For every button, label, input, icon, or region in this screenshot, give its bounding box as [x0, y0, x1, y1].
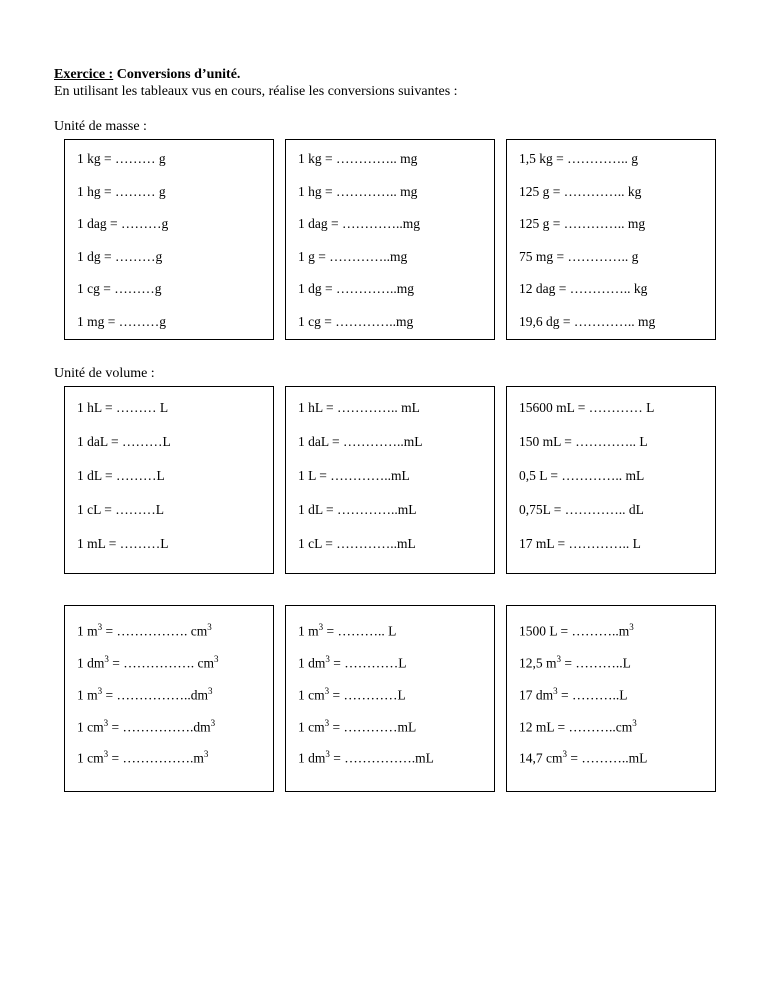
exercise-instructions: En utilisant les tableaux vus en cours, réalise les conversions suivantes : [54, 84, 458, 99]
mass-box-2 [285, 139, 495, 340]
cubic-conversion-item: 1 $m^3$ = ……………. $cm^3$ [77, 622, 212, 639]
cubic-conversion-item: 1 $dm^3$ = ……………. $cm^3$ [77, 654, 219, 671]
cubic-conversion-item: 1 $cm^3$ = $\dots\dots\dots\dots\dots.m^3$ [77, 749, 209, 766]
cubic-conversion-item: 1 $cm^3$ = …………L [298, 686, 406, 703]
volume-conversion-item: 1 dL = …………..mL [298, 502, 417, 517]
volume-conversion-item: 1 dL = ………L [77, 468, 165, 483]
volume-conversion-item: 1 cL = ………L [77, 502, 164, 517]
cubic-conversion-item: 14,7 $cm^3$ = ………..mL [519, 749, 648, 766]
mass-conversion-item: 1 g = …………..mg [298, 248, 408, 264]
cubic-conversion-item: 1 $cm^3$ = $\dots\dots\dots\dots\dots.dm^3$ [77, 718, 216, 735]
cubic-conversion-item: 1500 $L = \dots\dots\dots..m^3$ [519, 622, 634, 639]
mass-conversion-item: 1 dg = …………..mg [298, 281, 414, 296]
mass-conversion-item: 1 kg = ………….. mg [298, 151, 418, 166]
mass-conversion-item: 1 kg = ……… g [77, 151, 166, 166]
mass-conversion-item: 1 dag = …………..mg [298, 216, 420, 231]
mass-box-3 [506, 139, 716, 340]
volume-conversion-item: 15600 mL = ………… L [519, 400, 655, 415]
mass-conversion-item: 1 mg = ………g [77, 313, 166, 329]
mass-conversion-item: 125 g = ………….. mg [519, 216, 646, 231]
exercise-title: Exercice : Conversions d’unité. [54, 67, 241, 82]
volume-conversion-item: 1 L = …………..mL [298, 468, 410, 483]
volume-conversion-item: 1 mL = ………L [77, 536, 169, 551]
volume-conversion-item: 1 daL = …………..mL [298, 434, 423, 449]
mass-conversion-item: 1 dg = ………g [77, 248, 163, 264]
volume-section-label: Unité de volume : [54, 366, 155, 381]
volume-conversion-item: 1 cL = …………..mL [298, 536, 416, 551]
cubic-conversion-item: 1 $cm^3$ = …………mL [298, 718, 417, 735]
volume-conversion-item: 150 mL = ………….. L [519, 434, 648, 449]
mass-conversion-item: 1 cg = …………..mg [298, 313, 414, 329]
mass-conversion-item: 1 hg = ………….. mg [298, 183, 418, 199]
cubic-conversion-item: 1 $dm^3$ = …………L [298, 654, 407, 671]
cubic-conversion-item: 12 mL = $\dots\dots\dots..cm^3$ [519, 718, 637, 735]
volume-conversion-item: 17 mL = ………….. L [519, 536, 641, 551]
mass-conversion-item: 125 g = ………….. kg [519, 183, 642, 199]
volume-conversion-item: 1 hL = ……… L [77, 400, 169, 415]
mass-conversion-item: 1 dag = ………g [77, 216, 169, 231]
mass-conversion-item: 1,5 kg = ………….. g [519, 151, 638, 166]
volume-conversion-item: 0,5 L = ………….. mL [519, 468, 645, 483]
volume-conversion-item: 1 daL = ………L [77, 434, 171, 449]
volume-conversion-item: 1 hL = ………….. mL [298, 400, 420, 415]
mass-conversion-item: 1 hg = ……… g [77, 183, 166, 199]
mass-conversion-item: 75 mg = ………….. g [519, 248, 639, 264]
mass-box-1 [64, 139, 274, 340]
cubic-conversion-item: 12,5 $m^3$ = ………..L [519, 654, 631, 671]
mass-section-label: Unité de masse : [54, 119, 147, 134]
volume-conversion-item: 0,75L = ………….. dL [519, 502, 644, 517]
cubic-conversion-item: 1 $m^3$ = $\dots\dots\dots\dots\dots..dm^3$ [77, 686, 213, 703]
cubic-conversion-item: 17 $dm^3$ = ………..L [519, 686, 628, 703]
mass-conversion-item: 19,6 dg = ………….. mg [519, 313, 656, 329]
cubic-conversion-item: 1 $dm^3$ = …………….mL [298, 749, 434, 766]
mass-conversion-item: 1 cg = ………g [77, 281, 162, 296]
mass-conversion-item: 12 dag = ………….. kg [519, 281, 648, 296]
cubic-conversion-item: 1 $m^3$ = ……….. L [298, 622, 397, 639]
